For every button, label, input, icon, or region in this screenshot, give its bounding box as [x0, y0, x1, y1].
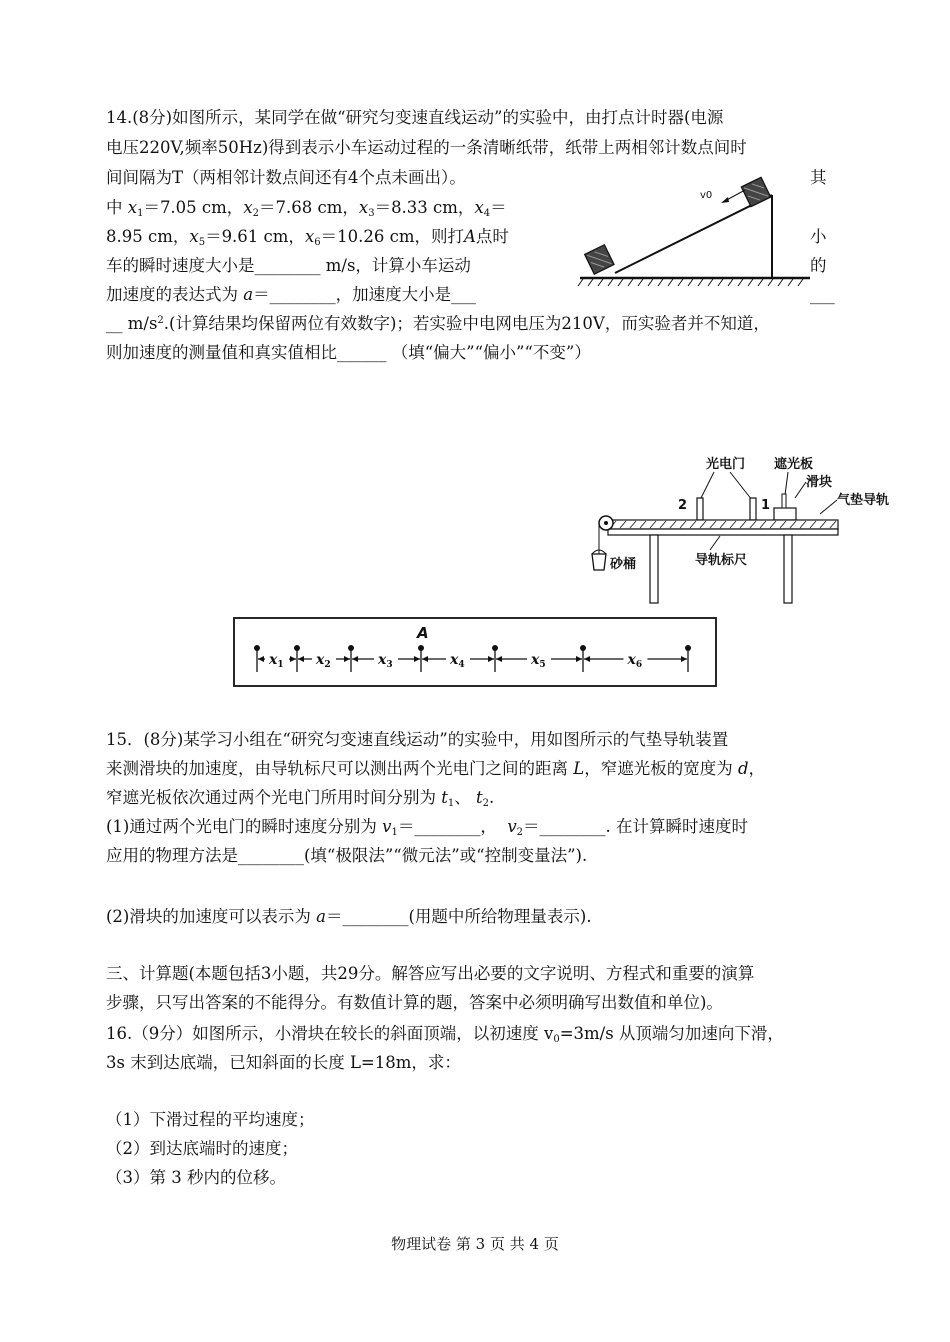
q15-line1: 15．(8分)某学习小组在“研究匀变速直线运动”的实验中，用如图所示的气垫导轨装置 [106, 730, 729, 749]
shield-label: 遮光板 [774, 457, 814, 472]
section3-line1: 三、计算题(本题包括3小题，共29分。解答应写出必要的文字说明、方程式和重要的演算 [106, 964, 755, 983]
tape-figure [233, 617, 717, 689]
q14-line7: 加速度的表达式为 a＝________，加速度大小是___ [106, 285, 476, 304]
gate-1-label: 1 [761, 498, 771, 513]
tape-segment-label: $x_3$ [378, 652, 393, 670]
v0-label: v0 [700, 190, 713, 201]
q15-line6: (2)滑块的加速度可以表示为 a＝________(用题中所给物理量表示). [106, 907, 592, 926]
section3-line2: 步骤，只写出答案的不能得分。有数值计算的题，答案中必须明确写出数值和单位)。 [106, 993, 723, 1012]
photogate-label: 光电门 [706, 457, 746, 472]
photogate-leader-2 [700, 472, 714, 500]
sand-bucket [592, 554, 606, 570]
q14-line5: 8.95 cm，$x_5=9.61$ cm，$x_6=10.26$ cm，则打A点时 [106, 227, 509, 248]
slider-block [774, 508, 796, 520]
q14-line3: 间间隔为T（两相邻计数点间还有4个点未画出）。 [106, 168, 466, 187]
block-top [741, 177, 770, 206]
tape-segment-label: $x_2$ [316, 652, 331, 670]
table-leg-right [784, 535, 792, 603]
bucket-label: 砂桶 [610, 557, 637, 572]
tape-segment-label: $x_4$ [450, 652, 465, 670]
photogate-leader-1 [730, 472, 752, 500]
q16-line2: 3s 末到达底端，已知斜面的长度 L=18m，求： [106, 1053, 461, 1072]
q14-line6-right: 的 [810, 256, 827, 275]
slider-leader [795, 482, 806, 498]
q16-line1: 16.（9分）如图所示，小滑块在较长的斜面顶端，以初速度 $v_0=3m/s$ 从顶端匀加速向下滑， [106, 1024, 784, 1045]
q14-line1: 14.(8分)如图所示，某同学在做“研究匀变速直线运动”的实验中，由打点计时器(电源 [106, 108, 724, 127]
scale-label: 导轨标尺 [695, 553, 748, 568]
page-footer: 物理试卷 第 3 页 共 4 页 [391, 1235, 559, 1253]
velocity-arrowhead [721, 197, 729, 203]
track-label: 气垫导轨 [837, 493, 890, 508]
incline-surface [615, 195, 772, 273]
shield-plate [782, 494, 786, 508]
slider-label: 滑块 [806, 475, 833, 490]
shield-leader [785, 472, 788, 495]
q16-item-3: （3）第 3 秒内的位移。 [106, 1168, 286, 1187]
q14-line3-right: 其 [810, 168, 827, 187]
tape-segment-label: $x_1$ [269, 652, 284, 670]
q14-line9: 则加速度的测量值和真实值相比______ （填“偏大”“偏小”“不变”） [106, 343, 591, 362]
q16-item-2: （2）到达底端时的速度； [106, 1139, 298, 1158]
q14-line5-right: 小 [810, 227, 827, 246]
q14-line8: __ $m/s^2$.(计算结果均保留两位有效数字)；若实验中电网电压为210V，而实验者并不知道， [106, 314, 770, 333]
track-scale [608, 529, 838, 535]
q16-item-1: （1）下滑过程的平均速度； [106, 1110, 315, 1129]
table-leg-left [650, 535, 658, 603]
tape-segment-label: $x_5$ [531, 652, 546, 670]
q14-line7-right: ___ [810, 285, 835, 304]
q15-line5: 应用的物理方法是________(填“极限法”“微元法”或“控制变量法”). [106, 846, 588, 865]
airtrack-figure [580, 450, 910, 610]
q15-line3: 窄遮光板依次通过两个光电门所用时间分别为 $t_1$、 $t_2$. [106, 788, 495, 809]
photogate-1 [750, 498, 756, 520]
gate-2-label: 2 [678, 498, 688, 513]
point-A-label: A [417, 624, 429, 642]
q14-line2: 电压220V,频率50Hz)得到表示小车运动过程的一条清晰纸带，纸带上两相邻计数点间时 [106, 138, 747, 157]
photogate-2 [697, 498, 703, 520]
block-bottom [585, 245, 614, 274]
pulley-axle [604, 521, 608, 525]
incline-figure [575, 168, 815, 293]
track-leader [820, 500, 837, 514]
q15-line2: 来测滑块的加速度，由导轨标尺可以测出两个光电门之间的距离 L，窄遮光板的宽度为 d， [106, 759, 766, 778]
ground-hatching [578, 279, 803, 286]
q14-line4: 中 $x_1=7.05$ cm，$x_2=7.68$ cm，$x_3=8.33$ cm，$x_4=$ [106, 198, 507, 219]
q15-line4: (1)通过两个光电门的瞬时速度分别为 $v_1=\_\_\_\_\_\_\_\_$， $v_2=\_\_\_\_\_\_\_\_$. 在计算瞬时速度时 [106, 817, 749, 838]
scale-leader [710, 536, 720, 550]
tape-segment-label: $x_6$ [627, 652, 643, 670]
q14-line6: 车的瞬时速度大小是________ m/s，计算小车运动 [106, 256, 471, 275]
